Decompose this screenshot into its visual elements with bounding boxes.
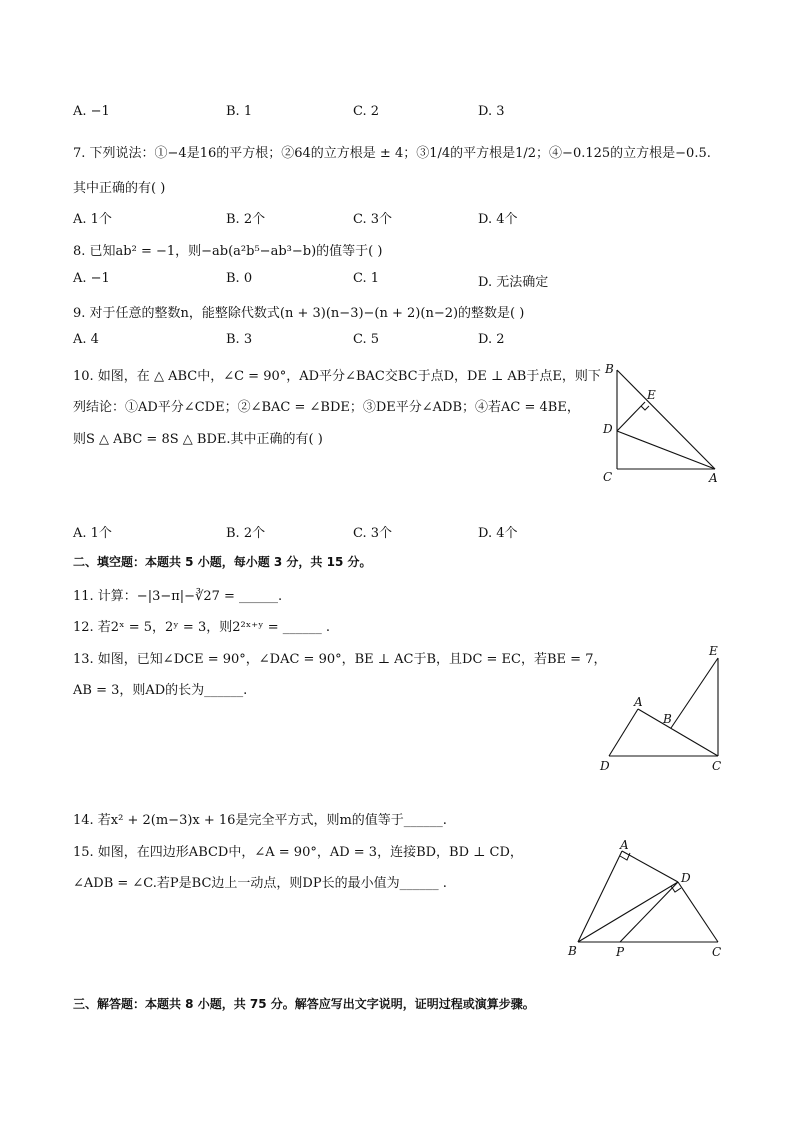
q15-label-d: D (681, 871, 691, 885)
q8-stem: 8. 已知ab² = −1，则−ab(a²b⁵−ab³−b)的值等于( ) (73, 244, 383, 259)
q9-option-b: B. 3 (226, 332, 253, 347)
q15-label-p: P (616, 945, 625, 959)
q10-label-b: B (605, 362, 614, 376)
q7-option-c: C. 3个 (353, 212, 393, 227)
section-2-heading: 二、填空题：本题共 5 小题，每小题 3 分，共 15 分。 (73, 555, 372, 569)
q13-segment-ac (638, 709, 718, 756)
q7-option-a: A. 1个 (73, 212, 112, 227)
q10-segment-da (617, 431, 715, 469)
question-12: 12. 若2ˣ = 5，2ʸ = 3，则2²ˣ⁺ʸ = ______ . (73, 620, 330, 635)
question-11: 11. 计算：−|3−π|−∛27 = ______. (73, 589, 283, 604)
q13-label-e: E (709, 644, 718, 658)
q6-option-b: B. 1 (226, 104, 253, 119)
q8-option-b: B. 0 (226, 271, 253, 286)
q15-label-b: B (568, 944, 577, 958)
q15-stem: 15. 如图，在四边形ABCD中，∠A = 90°，AD = 3，连接BD，BD ⊥ CD， (73, 845, 523, 860)
q15-stem-cont: ∠ADB = ∠C.若P是BC边上一动点，则DP长的最小值为______ . (73, 876, 447, 891)
q15-label-c: C (712, 945, 722, 959)
q6-option-c: C. 2 (353, 104, 380, 119)
q13-segment-eb (671, 658, 718, 728)
q10-right-angle-mark-e (641, 406, 649, 410)
q10-option-c: C. 3个 (353, 526, 393, 541)
q7-stem: 7. 下列说法：①−4是16的平方根；②64的立方根是 ± 4；③1/4的平方根是1/2；④−0.125的立方根是−0.5. (73, 146, 711, 161)
q6-option-d: D. 3 (478, 104, 505, 119)
q6-option-a: A. −1 (73, 104, 110, 119)
q10-figure (598, 360, 728, 485)
section-3-heading: 三、解答题：本题共 8 小题，共 75 分。解答应写出文字说明，证明过程或演算步骤。 (73, 997, 535, 1011)
q8-option-a: A. −1 (73, 271, 110, 286)
q7-stem-cont: 其中正确的有( ) (73, 181, 166, 196)
q10-label-d: D (603, 422, 613, 436)
q13-segment-da (609, 709, 638, 756)
q13-label-b: B (663, 712, 672, 726)
q13-label-a: A (634, 695, 643, 709)
q9-stem: 9. 对于任意的整数n，能整除代数式(n + 3)(n−3)−(n + 2)(n−2)的整数是( ) (73, 306, 525, 321)
q10-stem-cont2: 则S △ ABC = 8S △ BDE.其中正确的有( ) (73, 432, 323, 447)
q10-label-e: E (647, 388, 656, 402)
q13-label-d: D (600, 759, 610, 773)
q13-figure (596, 640, 726, 775)
q10-stem: 10. 如图，在 △ ABC中，∠C = 90°，AD平分∠BAC交BC于点D，DE ⊥ AB于点E，则下 (73, 369, 601, 384)
q15-segment-ad (622, 851, 678, 882)
q9-option-a: A. 4 (73, 332, 99, 347)
q9-option-c: C. 5 (353, 332, 380, 347)
question-14: 14. 若x² + 2(m−3)x + 16是完全平方式，则m的值等于______. (73, 813, 447, 828)
q8-option-c: C. 1 (353, 271, 380, 286)
q9-option-d: D. 2 (478, 332, 505, 347)
q10-option-d: D. 4个 (478, 526, 518, 541)
q15-segment-dc (678, 882, 718, 942)
q15-label-a: A (620, 838, 629, 852)
q10-segment-ba (617, 370, 715, 469)
q13-stem: 13. 如图，已知∠DCE = 90°，∠DAC = 90°，BE ⊥ AC于B，且DC = EC，若BE = 7， (73, 652, 607, 667)
q13-label-c: C (712, 759, 722, 773)
q13-stem-cont: AB = 3，则AD的长为______. (73, 683, 248, 698)
q10-label-c: C (603, 470, 613, 484)
q8-option-d: D. 无法确定 (478, 275, 549, 290)
q10-stem-cont: 列结论：①AD平分∠CDE；②∠BAC = ∠BDE；③DE平分∠ADB；④若AC = 4BE， (73, 400, 580, 415)
q10-option-b: B. 2个 (226, 526, 266, 541)
q10-option-a: A. 1个 (73, 526, 112, 541)
q10-label-a: A (709, 471, 718, 485)
q7-option-b: B. 2个 (226, 212, 266, 227)
q7-option-d: D. 4个 (478, 212, 518, 227)
q15-figure (565, 835, 730, 960)
